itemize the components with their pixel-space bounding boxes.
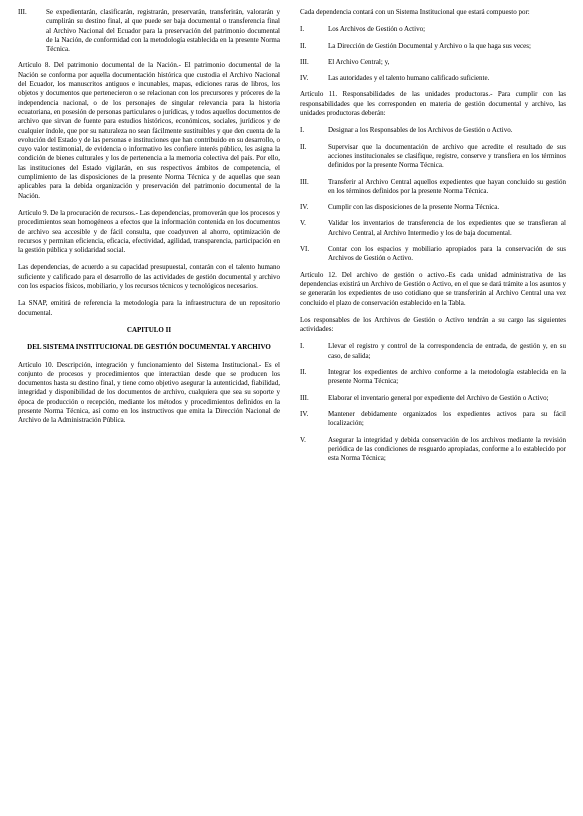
list-item: [300, 25, 566, 34]
item-number: V.: [300, 435, 306, 444]
activities-list: [300, 342, 566, 463]
item-text: Se expedientarán, clasificarán, registrarán, preservarán, transferirán, valorarán y cumplirán su destino final, al que puede ser baja documental o transferencia final al Archivo Nacional del Ecuador para la preservación del patrimonio documental de la Nación, de conformidad con la metodología establecida en la presente Norma Técnica.: [46, 8, 280, 54]
item-text: Elaborar el inventario general por expediente del Archivo de Gestión o Activo;: [328, 393, 549, 402]
item-text: Supervisar que la documentación de archivo que acredite el resultado de sus acciones institucionales se clasifique, registre, conserve y transfiera en los términos definidos por la presente Norma Técnica.: [328, 142, 566, 170]
paragraph-dependencias: Las dependencias, de acuerdo a su capacidad presupuestal, contarán con el talento humano suficiente y calificado para el desarrollo de las actividades de gestión documental y archivo con los espacios físicos, mobiliario, y los recursos técnicos y tecnológicos necesarios.: [18, 263, 280, 291]
article-8: Artículo 8. Del patrimonio documental de la Nación.- El patrimonio documental de la Nación se conforma por aquella documentación histórica que custodia el Archivo Nacional del Ecuador, los manuscritos antiguos e incunables, mapas, ediciones raras de libros, los objetos y documentos que pertenecieron o se relacionan con los precursores y próceres de la independencia nacional, o de los personajes de singular relevancia para la historia ecuatoriana, en posesión de personas particulares o jurídicas, y todos aquellos documentos de archivo que sirvan de fuente para estudios históricos, económicos, sociales, jurídicos y de cualquier índole, que por su naturaleza no sean fácilmente sustituibles y que den cuenta de la evolución del Estado y de las personas e instituciones que han contribuido en su desarrollo, o cuyo valor testimonial, de evidencia o informativo les confiere interés público, les asigna la condición de bienes culturales y los de pertenencia a la memoria colectiva del país. Por ello, las instituciones del Estado vigilarán, en sus respectivos ámbitos de competencia, el cumplimiento de las disposiciones de la presente Norma Técnica y de aquellas que sean aplicables para la debida organización y preservación del patrimonio documental de la Nación.: [18, 61, 280, 200]
item-text: La Dirección de Gestión Documental y Archivo o la que haga sus veces;: [328, 41, 531, 50]
item-number: I.: [300, 342, 305, 351]
item-text: El Archivo Central; y,: [328, 57, 390, 66]
responsibilities-list: [300, 126, 566, 263]
item-text: Transferir al Archivo Central aquellos expedientes que hayan concluido su gestión en los términos definidos por la presente Norma Técnica.: [328, 177, 566, 195]
list-item: [300, 436, 566, 464]
article-12: Artículo 12. Del archivo de gestión o activo.-Es cada unidad administrativa de las dependencias existirá un Archivo de Gestión o Activo, en el que se dará trámite a los asuntos y se generarán los expedientes de uso cotidiano que se transferirán al Archivo Central una vez concluido el plazo de conservación establecido en la Tabla.: [300, 270, 566, 307]
list-item: [300, 368, 566, 387]
list-item: [300, 342, 566, 361]
chapter-title: DEL SISTEMA INSTITUCIONAL DE GESTIÓN DOCUMENTAL Y ARCHIVO: [27, 343, 271, 352]
item-text: Los Archivos de Gestión o Activo;: [328, 25, 426, 34]
item-number: VI.: [300, 245, 310, 254]
item-number: IV.: [300, 74, 309, 83]
item-number: III.: [300, 57, 309, 66]
list-item: [300, 42, 566, 51]
item-number: II.: [300, 368, 307, 377]
item-text: Cumplir con las disposiciones de la presente Norma Técnica.: [328, 203, 500, 212]
list-item: [300, 143, 566, 171]
item-number: V.: [300, 219, 306, 228]
list-item: [300, 394, 566, 403]
item-text: Las autoridades y el talento humano calificado suficiente.: [328, 74, 490, 83]
item-text: Contar con los espacios y mobiliario apropiados para la conservación de sus Archivos de Gestión o Activo.: [328, 245, 566, 263]
item-text: Mantener debidamente organizados los expedientes activos para su fácil localización;: [328, 409, 566, 428]
chapter-heading: CAPITULO II: [126, 325, 172, 334]
item-number: III.: [300, 393, 309, 402]
list-item: [300, 219, 566, 238]
item-number: I.: [300, 126, 305, 135]
item-text: Asegurar la integridad y debida conservación de los archivos mediante la revisión periódica de las condiciones de resguardo apropiadas, conforme a lo establecido por esta Norma Técnica;: [328, 435, 566, 463]
list-item: [300, 58, 566, 67]
list-item: [300, 203, 566, 212]
item-number: II.: [300, 41, 307, 50]
right-column: [300, 8, 566, 810]
article-9: Artículo 9. De la procuración de recursos.- Las dependencias, promoverán que los procesos y procedimientos sean homogéneos a efectos que la información contenida en los documentos de archivo sea accesible y de fácil consulta, que coadyuven al ahorro, optimización de recursos y permitan eficiencia, eficacia, efectividad, agilidad, transparencia, participación en la gestión pública y solidaridad social.: [18, 208, 280, 255]
item-text: Integrar los expedientes de archivo conforme a la metodología establecida en la presente Norma Técnica;: [328, 368, 566, 386]
paragraph-responsables: Los responsables de los Archivos de Gestión o Activo tendrán a su cargo las siguientes actividades:: [300, 315, 566, 334]
list-item: [300, 245, 566, 264]
item-number: I.: [300, 25, 305, 34]
item-number: IV.: [300, 409, 309, 418]
list-item: [300, 74, 566, 83]
left-column: [18, 8, 280, 810]
list-item: [300, 410, 566, 429]
paragraph-snap: La SNAP, emitirá de referencia la metodología para la infraestructura de un repositorio documental.: [18, 299, 280, 317]
item-number: III.: [18, 8, 27, 16]
item-number: II.: [300, 142, 307, 151]
item-number: IV.: [300, 203, 309, 212]
item-text: Designar a los Responsables de los Archivos de Gestión o Activo.: [328, 126, 513, 135]
list-item: [18, 8, 280, 54]
list-item: [300, 178, 566, 197]
article-11: Artículo 11. Responsabilidades de las unidades productoras.- Para cumplir con las responsabilidades que les corresponden en materia de gestión documental y archivo, las unidades productoras deberán:: [300, 90, 566, 118]
item-text: Llevar el registro y control de la correspondencia de entrada, de gestión y, en su caso, de salida;: [328, 342, 566, 360]
item-text: Validar los inventarios de transferencia de los expedientes que se transfieran al Archivo Central, al Archivo Intermedio y los de baja documental.: [328, 219, 566, 237]
components-list: [300, 25, 566, 83]
article-10: Artículo 10. Descripción, integración y funcionamiento del Sistema Institucional.- Es el conjunto de procesos y procedimientos que interactúan desde que se producen los documentos hasta su destino final, y tiene como objetivo asegurar la autenticidad, fiabilidad, integridad y disponibilidad de los documentos de archivo, cualquiera que sea su soporte y época de producción o recepción, mediante los métodos y procedimientos definidos en la presente Norma Técnica, así como en los instructivos que emita la Dirección Nacional de Archivo de la Administración Pública.: [18, 360, 280, 425]
list-item: [300, 126, 566, 135]
item-number: III.: [300, 177, 309, 186]
paragraph-intro: Cada dependencia contará con un Sistema Institucional que estará compuesto por:: [300, 8, 530, 16]
